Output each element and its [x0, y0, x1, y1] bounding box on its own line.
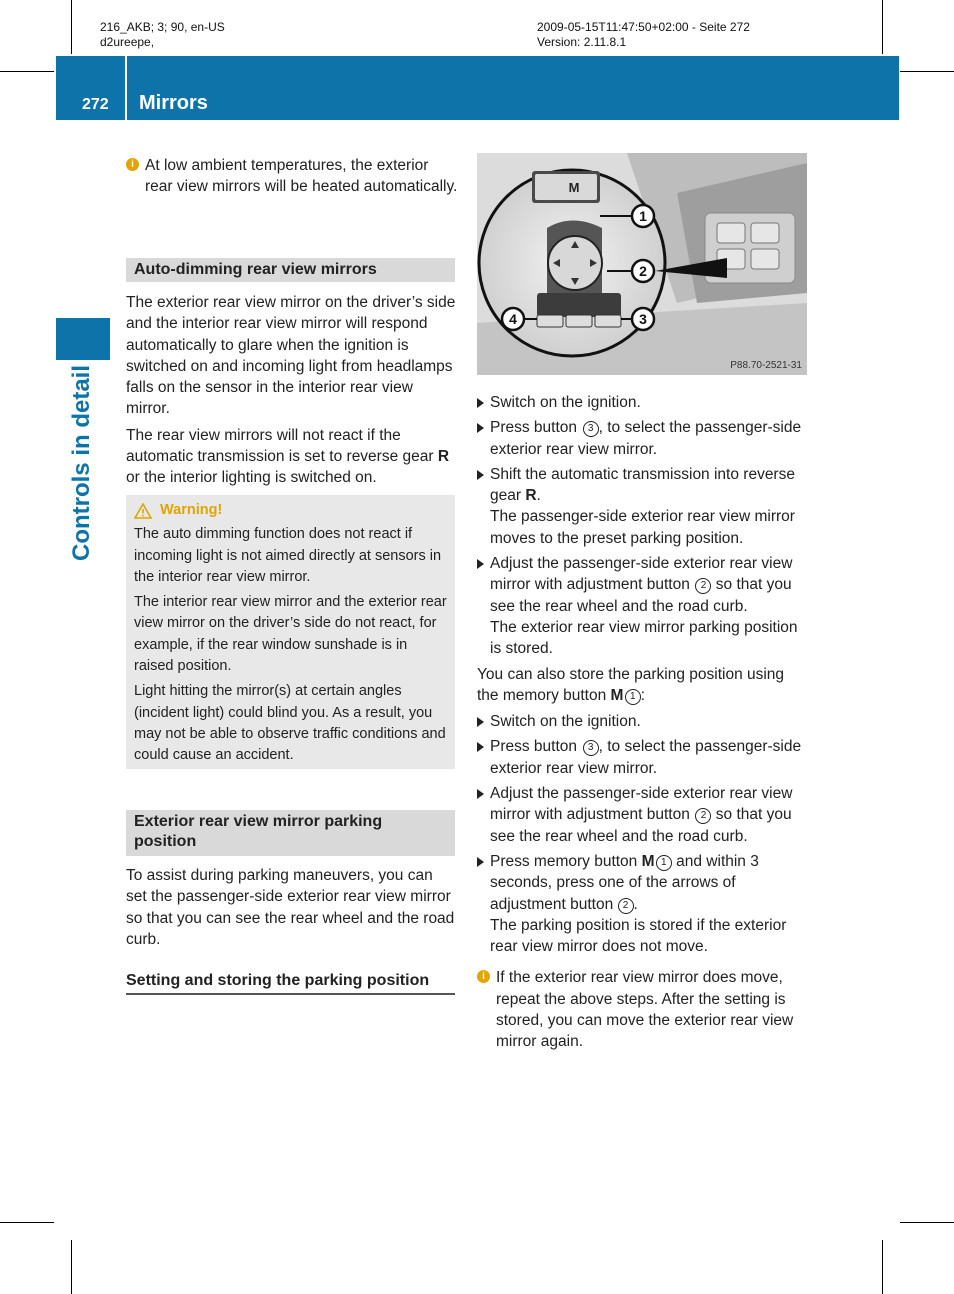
parking-position-body [126, 865, 457, 955]
print-meta-left-line2: d2ureepe, [100, 35, 155, 49]
callout-2: 2 [639, 263, 647, 279]
step-text: Switch on the ignition. [490, 713, 641, 731]
info-note-text: At low ambient temperatures, the exterior rear view mirrors will be heated automatically. [145, 157, 458, 196]
step-arrow-icon [477, 559, 484, 569]
print-meta-right-line2: Version: 2.11.8.1 [537, 35, 627, 49]
crop-mark [882, 1240, 883, 1294]
instruction-step [477, 553, 809, 659]
step-text: Press button 3 , to select the passenger-side exterior rear view mirror. [490, 419, 802, 458]
memory-intro: You can also store the parking position using the memory button M 1 : [477, 665, 785, 704]
step-arrow-icon [477, 717, 484, 727]
callout-1: 1 [639, 208, 647, 224]
auto-dimming-para1: The exterior rear view mirror on the driver’s side and the interior rear view mirror will respond automatically to glare when the ignition is switched on and incoming light from headlamps falls on the sensor in the interior rear view mirror. [126, 294, 456, 418]
instruction-step [477, 851, 809, 957]
step-text: Switch on the ignition. [490, 394, 641, 411]
auto-dimming-para2: The rear view mirrors will not react if the automatic transmission is set to reverse gear R or the interior lighting is switched on. [126, 426, 450, 487]
instruction-step [477, 392, 809, 413]
step-arrow-icon [477, 398, 484, 408]
instruction-step [477, 464, 809, 549]
right-info-note [477, 967, 809, 1052]
step-arrow-icon [477, 742, 484, 752]
parking-position-para: To assist during parking maneuvers, you can set the passenger-side exterior rear view mirror so that you can see the rear wheel and the road curb. [126, 867, 455, 948]
right-info-note-text: If the exterior rear view mirror does move, repeat the above steps. After the setting is stored, you can move the exterior rear view mirror again. [496, 969, 794, 1051]
print-meta-right-line1: 2009-05-15T11:47:50+02:00 - Seite 272 [537, 20, 750, 34]
section-heading-auto-dimming: Auto-dimming rear view mirrors [126, 258, 455, 282]
step-text: Press memory button M 1 and within 3 seconds, press one of the arrows of adjustment button 2 . The parking position is stored if the exterior rear view mirror does not move. [490, 851, 809, 957]
warning-para2: The interior rear view mirror and the exterior rear view mirror on the driver’s side do not react, for example, if the rear window sunshade is in raised position. [134, 594, 447, 675]
side-tab [56, 318, 110, 360]
step-result: The passenger-side exterior rear view mirror moves to the preset parking position. [490, 508, 795, 547]
steps-list-a [477, 392, 809, 660]
warning-para1: The auto dimming function does not react if incoming light is not aimed directly at sensors in the interior rear view mirror. [134, 526, 442, 585]
right-column [477, 392, 809, 1053]
crop-mark [0, 1222, 54, 1223]
info-icon: i [477, 970, 490, 983]
step-arrow-icon [477, 423, 484, 433]
instruction-step [477, 417, 809, 460]
memory-button-label: M [568, 180, 580, 195]
crop-mark [900, 71, 954, 72]
warning-para3: Light hitting the mirror(s) at certain angles (incident light) could blind you. As a result, you may not be able to observe traffic conditions and could cause an accident. [134, 683, 446, 764]
callout-4: 4 [509, 311, 517, 327]
warning-title-text: Warning! [160, 502, 223, 518]
info-icon: i [126, 158, 139, 171]
page-number: 272 [82, 96, 109, 113]
print-meta-right [537, 20, 750, 50]
warning-triangle-icon [134, 503, 152, 519]
step-text: Shift the automatic transmission into reverse gear R. The passenger-side exterior rear view mirror moves to the preset parking position. [490, 464, 809, 549]
header-divider [125, 56, 127, 120]
door-control-photo [477, 153, 807, 375]
instruction-step [477, 711, 809, 732]
print-meta-left [100, 20, 225, 50]
auto-dimming-body [126, 292, 457, 494]
page-title: Mirrors [139, 92, 208, 114]
left-info-note [126, 155, 458, 198]
step-text: Adjust the passenger-side exterior rear view mirror with adjustment button 2 so that you see the rear wheel and the road curb. The exterior rear view mirror parking position is stored. [490, 553, 809, 659]
image-code: P88.70-2521-31 [730, 360, 802, 371]
callout-3: 3 [639, 311, 647, 327]
subheading-setting-storing: Setting and storing the parking position [126, 972, 455, 995]
crop-mark [0, 71, 54, 72]
crop-mark [71, 1240, 72, 1294]
print-meta-left-line1: 216_AKB; 3; 90, en-US [100, 20, 225, 34]
warning-box [126, 495, 455, 769]
instruction-step [477, 783, 809, 847]
instruction-step [477, 736, 809, 779]
step-result: The exterior rear view mirror parking position is stored. [490, 618, 798, 658]
section-heading-parking-position: Exterior rear view mirror parking position [126, 810, 455, 856]
crop-mark [900, 1222, 954, 1223]
step-text: Press button 3 , to select the passenger-side exterior rear view mirror. [490, 738, 802, 777]
step-arrow-icon [477, 470, 484, 480]
step-arrow-icon [477, 789, 484, 799]
steps-list-b [477, 711, 809, 957]
step-arrow-icon [477, 857, 484, 867]
crop-mark [882, 0, 883, 54]
warning-title [134, 500, 447, 521]
step-text: Adjust the passenger-side exterior rear view mirror with adjustment button 2 so that you see the rear wheel and the road curb. [490, 785, 793, 845]
crop-mark [71, 0, 72, 54]
door-control-illustration [477, 153, 807, 375]
step-result: The parking position is stored if the exterior rear view mirror does not move. [490, 916, 787, 956]
side-tab-label: Controls in detail [68, 364, 95, 561]
